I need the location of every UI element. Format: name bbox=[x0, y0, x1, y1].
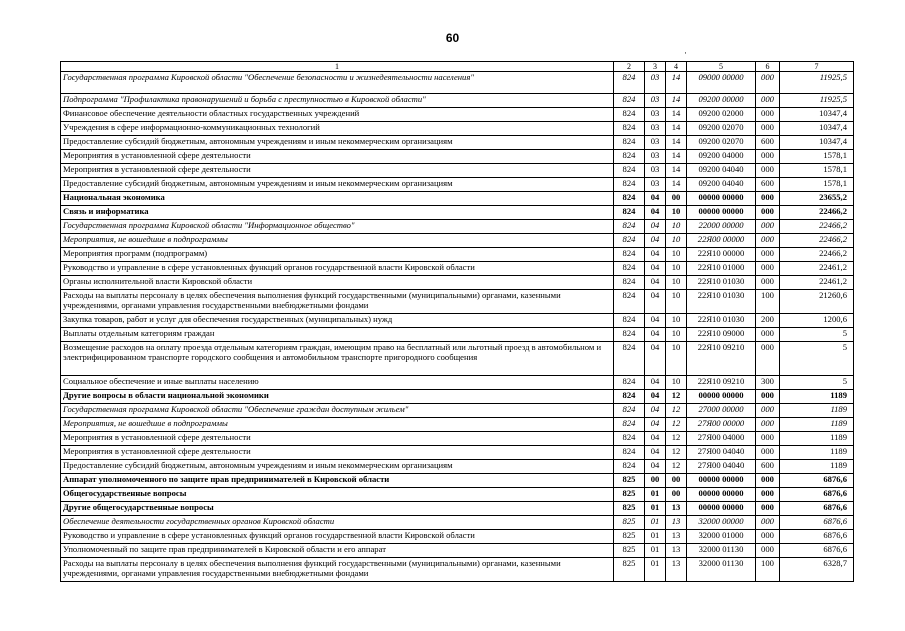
subsection-cell: 14 bbox=[666, 108, 687, 122]
expense-type-cell: 000 bbox=[756, 404, 780, 418]
amount-cell: 6876,6 bbox=[780, 474, 854, 488]
subsection-cell: 10 bbox=[666, 314, 687, 328]
amount-cell: 1189 bbox=[780, 446, 854, 460]
subsection-cell: 14 bbox=[666, 136, 687, 150]
subsection-cell: 12 bbox=[666, 432, 687, 446]
subsection-cell: 13 bbox=[666, 502, 687, 516]
code-cell: 824 bbox=[614, 248, 645, 262]
code-cell: 824 bbox=[614, 178, 645, 192]
expense-type-cell: 000 bbox=[756, 390, 780, 404]
header-cell: 5 bbox=[687, 62, 756, 72]
expense-type-cell: 000 bbox=[756, 122, 780, 136]
amount-cell: 1578,1 bbox=[780, 164, 854, 178]
table-row bbox=[61, 558, 854, 582]
expense-type-cell: 000 bbox=[756, 474, 780, 488]
table-row bbox=[61, 488, 854, 502]
expense-type-cell: 600 bbox=[756, 460, 780, 474]
expense-type-cell: 100 bbox=[756, 290, 780, 314]
item-name-cell: Государственная программа Кировской области "Обеспечение граждан доступным жильем" bbox=[61, 404, 614, 418]
table-row bbox=[61, 446, 854, 460]
amount-cell: 6876,6 bbox=[780, 530, 854, 544]
target-article-cell: 27Я00 04000 bbox=[687, 432, 756, 446]
code-cell: 824 bbox=[614, 328, 645, 342]
amount-cell: 10347,4 bbox=[780, 122, 854, 136]
amount-cell: 6876,6 bbox=[780, 516, 854, 530]
code-cell: 824 bbox=[614, 94, 645, 108]
amount-cell: 6876,6 bbox=[780, 544, 854, 558]
section-cell: 03 bbox=[645, 164, 666, 178]
expense-type-cell: 000 bbox=[756, 342, 780, 376]
section-cell: 03 bbox=[645, 150, 666, 164]
table-row bbox=[61, 474, 854, 488]
subsection-cell: 12 bbox=[666, 390, 687, 404]
code-cell: 824 bbox=[614, 206, 645, 220]
expense-type-cell: 000 bbox=[756, 502, 780, 516]
table-row bbox=[61, 192, 854, 206]
table-row bbox=[61, 432, 854, 446]
section-cell: 04 bbox=[645, 276, 666, 290]
amount-cell: 5 bbox=[780, 376, 854, 390]
expense-type-cell: 000 bbox=[756, 544, 780, 558]
subsection-cell: 10 bbox=[666, 276, 687, 290]
subsection-cell: 10 bbox=[666, 290, 687, 314]
budget-table bbox=[60, 61, 854, 582]
table-row bbox=[61, 376, 854, 390]
header-cell: 4 bbox=[666, 62, 687, 72]
target-article-cell: 27Я00 00000 bbox=[687, 418, 756, 432]
amount-cell: 22461,2 bbox=[780, 262, 854, 276]
item-name-cell: Национальная экономика bbox=[61, 192, 614, 206]
item-name-cell: Предоставление субсидий бюджетным, автономным учреждениям и иным некоммерческим организациям bbox=[61, 136, 614, 150]
item-name-cell: Мероприятия в установленной сфере деятельности bbox=[61, 446, 614, 460]
amount-cell: 5 bbox=[780, 342, 854, 376]
amount-cell: 22466,2 bbox=[780, 234, 854, 248]
subsection-cell: 13 bbox=[666, 530, 687, 544]
code-cell: 824 bbox=[614, 460, 645, 474]
amount-cell: 21260,6 bbox=[780, 290, 854, 314]
item-name-cell: Расходы на выплаты персоналу в целях обеспечения выполнения функций государственными (муниципальными) органами, казенными учреждениями, органами управления государственными внебюджетными фондами bbox=[61, 290, 614, 314]
subsection-cell: 13 bbox=[666, 558, 687, 582]
expense-type-cell: 000 bbox=[756, 192, 780, 206]
expense-type-cell: 000 bbox=[756, 164, 780, 178]
table-row bbox=[61, 314, 854, 328]
item-name-cell: Расходы на выплаты персоналу в целях обеспечения выполнения функций государственными (муниципальными) органами, казенными учреждениями, органами управления государственными внебюджетными фондами bbox=[61, 558, 614, 582]
item-name-cell: Предоставление субсидий бюджетным, автономным учреждениям и иным некоммерческим организациям bbox=[61, 178, 614, 192]
item-name-cell: Другие вопросы в области национальной экономики bbox=[61, 390, 614, 404]
target-article-cell: 09200 04040 bbox=[687, 178, 756, 192]
amount-cell: 6876,6 bbox=[780, 502, 854, 516]
target-article-cell: 22Я10 09210 bbox=[687, 342, 756, 376]
item-name-cell: Предоставление субсидий бюджетным, автономным учреждениям и иным некоммерческим организациям bbox=[61, 460, 614, 474]
subsection-cell: 14 bbox=[666, 178, 687, 192]
item-name-cell: Аппарат уполномоченного по защите прав предпринимателей в Кировской области bbox=[61, 474, 614, 488]
subsection-cell: 14 bbox=[666, 72, 687, 94]
subsection-cell: 13 bbox=[666, 516, 687, 530]
table-row bbox=[61, 220, 854, 234]
subsection-cell: 10 bbox=[666, 342, 687, 376]
expense-type-cell: 000 bbox=[756, 248, 780, 262]
section-cell: 04 bbox=[645, 342, 666, 376]
code-cell: 824 bbox=[614, 72, 645, 94]
section-cell: 04 bbox=[645, 234, 666, 248]
code-cell: 824 bbox=[614, 108, 645, 122]
code-cell: 825 bbox=[614, 516, 645, 530]
item-name-cell: Обеспечение деятельности государственных органов Кировской области bbox=[61, 516, 614, 530]
section-cell: 01 bbox=[645, 530, 666, 544]
section-cell: 03 bbox=[645, 72, 666, 94]
table-row bbox=[61, 108, 854, 122]
subsection-cell: 12 bbox=[666, 418, 687, 432]
code-cell: 824 bbox=[614, 376, 645, 390]
amount-cell: 22461,2 bbox=[780, 276, 854, 290]
subsection-cell: 10 bbox=[666, 220, 687, 234]
subsection-cell: 12 bbox=[666, 460, 687, 474]
amount-cell: 22466,2 bbox=[780, 220, 854, 234]
target-article-cell: 32000 01000 bbox=[687, 530, 756, 544]
expense-type-cell: 000 bbox=[756, 328, 780, 342]
item-name-cell: Мероприятия в установленной сфере деятельности bbox=[61, 164, 614, 178]
subsection-cell: 14 bbox=[666, 94, 687, 108]
target-article-cell: 22Я10 09000 bbox=[687, 328, 756, 342]
expense-type-cell: 000 bbox=[756, 72, 780, 94]
expense-type-cell: 000 bbox=[756, 446, 780, 460]
section-cell: 04 bbox=[645, 404, 666, 418]
subsection-cell: 12 bbox=[666, 446, 687, 460]
section-cell: 03 bbox=[645, 122, 666, 136]
subsection-cell: 14 bbox=[666, 164, 687, 178]
expense-type-cell: 300 bbox=[756, 376, 780, 390]
section-cell: 04 bbox=[645, 192, 666, 206]
expense-type-cell: 000 bbox=[756, 206, 780, 220]
section-cell: 04 bbox=[645, 460, 666, 474]
code-cell: 825 bbox=[614, 488, 645, 502]
item-name-cell: Органы исполнительной власти Кировской области bbox=[61, 276, 614, 290]
header-cell: 3 bbox=[645, 62, 666, 72]
section-cell: 04 bbox=[645, 446, 666, 460]
code-cell: 824 bbox=[614, 390, 645, 404]
item-name-cell: Социальное обеспечение и иные выплаты населению bbox=[61, 376, 614, 390]
item-name-cell: Учреждения в сфере информационно-коммуникационных технологий bbox=[61, 122, 614, 136]
target-article-cell: 09200 02070 bbox=[687, 136, 756, 150]
code-cell: 824 bbox=[614, 342, 645, 376]
amount-cell: 22466,2 bbox=[780, 206, 854, 220]
target-article-cell: 22Я10 01030 bbox=[687, 314, 756, 328]
item-name-cell: Руководство и управление в сфере установленных функций органов государственной власти Кировской области bbox=[61, 262, 614, 276]
target-article-cell: 27Я00 04040 bbox=[687, 446, 756, 460]
expense-type-cell: 000 bbox=[756, 220, 780, 234]
code-cell: 824 bbox=[614, 314, 645, 328]
section-cell: 04 bbox=[645, 206, 666, 220]
code-cell: 824 bbox=[614, 122, 645, 136]
code-cell: 824 bbox=[614, 234, 645, 248]
code-cell: 824 bbox=[614, 446, 645, 460]
target-article-cell: 32000 01130 bbox=[687, 558, 756, 582]
section-cell: 04 bbox=[645, 248, 666, 262]
target-article-cell: 22Я00 00000 bbox=[687, 234, 756, 248]
subsection-cell: 10 bbox=[666, 206, 687, 220]
target-article-cell: 00000 00000 bbox=[687, 390, 756, 404]
table-row bbox=[61, 328, 854, 342]
subsection-cell: 14 bbox=[666, 150, 687, 164]
table-row bbox=[61, 544, 854, 558]
expense-type-cell: 000 bbox=[756, 488, 780, 502]
section-cell: 03 bbox=[645, 94, 666, 108]
amount-cell: 1189 bbox=[780, 418, 854, 432]
item-name-cell: Финансовое обеспечение деятельности областных государственных учреждений bbox=[61, 108, 614, 122]
amount-cell: 1200,6 bbox=[780, 314, 854, 328]
target-article-cell: 27000 00000 bbox=[687, 404, 756, 418]
code-cell: 824 bbox=[614, 150, 645, 164]
target-article-cell: 09200 02070 bbox=[687, 122, 756, 136]
code-cell: 824 bbox=[614, 418, 645, 432]
table-row bbox=[61, 136, 854, 150]
amount-cell: 1189 bbox=[780, 390, 854, 404]
subsection-cell: 10 bbox=[666, 376, 687, 390]
amount-cell: 11925,5 bbox=[780, 72, 854, 94]
section-cell: 04 bbox=[645, 376, 666, 390]
subsection-cell: 10 bbox=[666, 248, 687, 262]
item-name-cell: Возмещение расходов на оплату проезда отдельным категориям граждан, имеющим право на бесплатный или льготный проезд в автомобильном и электрифицированном транспорте городского сообщения и автомобильном транспорте пригородного сообщения bbox=[61, 342, 614, 376]
expense-type-cell: 000 bbox=[756, 530, 780, 544]
table-row bbox=[61, 72, 854, 94]
section-cell: 04 bbox=[645, 328, 666, 342]
table-row bbox=[61, 234, 854, 248]
target-article-cell: 22Я10 01030 bbox=[687, 276, 756, 290]
amount-cell: 23655,2 bbox=[780, 192, 854, 206]
section-cell: 01 bbox=[645, 544, 666, 558]
item-name-cell: Мероприятия, не вошедшие в подпрограммы bbox=[61, 234, 614, 248]
table-row bbox=[61, 94, 854, 108]
code-cell: 825 bbox=[614, 558, 645, 582]
section-cell: 00 bbox=[645, 474, 666, 488]
expense-type-cell: 000 bbox=[756, 150, 780, 164]
table-row bbox=[61, 122, 854, 136]
target-article-cell: 09200 02000 bbox=[687, 108, 756, 122]
amount-cell: 10347,4 bbox=[780, 136, 854, 150]
code-cell: 825 bbox=[614, 530, 645, 544]
section-cell: 04 bbox=[645, 290, 666, 314]
code-cell: 825 bbox=[614, 544, 645, 558]
target-article-cell: 32000 00000 bbox=[687, 516, 756, 530]
header-cell: 2 bbox=[614, 62, 645, 72]
code-cell: 824 bbox=[614, 164, 645, 178]
expense-type-cell: 000 bbox=[756, 108, 780, 122]
target-article-cell: 32000 01130 bbox=[687, 544, 756, 558]
target-article-cell: 09200 04000 bbox=[687, 150, 756, 164]
code-cell: 825 bbox=[614, 474, 645, 488]
table-row bbox=[61, 290, 854, 314]
item-name-cell: Общегосударственные вопросы bbox=[61, 488, 614, 502]
section-cell: 01 bbox=[645, 558, 666, 582]
table-row bbox=[61, 516, 854, 530]
amount-cell: 1578,1 bbox=[780, 178, 854, 192]
expense-type-cell: 000 bbox=[756, 432, 780, 446]
target-article-cell: 22Я10 01000 bbox=[687, 262, 756, 276]
expense-type-cell: 600 bbox=[756, 136, 780, 150]
header-cell: 1 bbox=[61, 62, 614, 72]
table-row bbox=[61, 262, 854, 276]
expense-type-cell: 000 bbox=[756, 94, 780, 108]
section-cell: 04 bbox=[645, 220, 666, 234]
section-cell: 04 bbox=[645, 418, 666, 432]
target-article-cell: 09000 00000 bbox=[687, 72, 756, 94]
page-number: 60 bbox=[445, 31, 460, 45]
expense-type-cell: 200 bbox=[756, 314, 780, 328]
code-cell: 825 bbox=[614, 502, 645, 516]
amount-cell: 1189 bbox=[780, 404, 854, 418]
amount-cell: 10347,4 bbox=[780, 108, 854, 122]
section-cell: 04 bbox=[645, 432, 666, 446]
expense-type-cell: 000 bbox=[756, 516, 780, 530]
subsection-cell: 14 bbox=[666, 122, 687, 136]
expense-type-cell: 000 bbox=[756, 276, 780, 290]
code-cell: 824 bbox=[614, 136, 645, 150]
section-cell: 03 bbox=[645, 136, 666, 150]
item-name-cell: Подпрограмма "Профилактика правонарушений и борьба с преступностью в Кировской области" bbox=[61, 94, 614, 108]
item-name-cell: Мероприятия, не вошедшие в подпрограммы bbox=[61, 418, 614, 432]
target-article-cell: 09200 04040 bbox=[687, 164, 756, 178]
target-article-cell: 00000 00000 bbox=[687, 206, 756, 220]
table-row bbox=[61, 530, 854, 544]
subsection-cell: 12 bbox=[666, 404, 687, 418]
item-name-cell: Руководство и управление в сфере установленных функций органов государственной власти Кировской области bbox=[61, 530, 614, 544]
target-article-cell: 22Я10 09210 bbox=[687, 376, 756, 390]
expense-type-cell: 000 bbox=[756, 418, 780, 432]
expense-type-cell: 000 bbox=[756, 234, 780, 248]
subsection-cell: 10 bbox=[666, 234, 687, 248]
amount-cell: 6876,6 bbox=[780, 488, 854, 502]
code-cell: 824 bbox=[614, 290, 645, 314]
table-row bbox=[61, 178, 854, 192]
amount-cell: 11925,5 bbox=[780, 94, 854, 108]
table-row bbox=[61, 418, 854, 432]
table-row bbox=[61, 342, 854, 376]
item-name-cell: Уполномоченный по защите прав предпринимателей в Кировской области и его аппарат bbox=[61, 544, 614, 558]
item-name-cell: Связь и информатика bbox=[61, 206, 614, 220]
section-cell: 03 bbox=[645, 108, 666, 122]
section-cell: 04 bbox=[645, 262, 666, 276]
expense-type-cell: 000 bbox=[756, 262, 780, 276]
item-name-cell: Другие общегосударственные вопросы bbox=[61, 502, 614, 516]
table-row bbox=[61, 502, 854, 516]
amount-cell: 1189 bbox=[780, 460, 854, 474]
item-name-cell: Закупка товаров, работ и услуг для обеспечения государственных (муниципальных) нужд bbox=[61, 314, 614, 328]
item-name-cell: Мероприятия в установленной сфере деятельности bbox=[61, 432, 614, 446]
amount-cell: 1578,1 bbox=[780, 150, 854, 164]
code-cell: 824 bbox=[614, 220, 645, 234]
header-cell: 6 bbox=[756, 62, 780, 72]
item-name-cell: Государственная программа Кировской области "Обеспечение безопасности и жизнедеятельности населения" bbox=[61, 72, 614, 94]
code-cell: 824 bbox=[614, 404, 645, 418]
subsection-cell: 10 bbox=[666, 328, 687, 342]
target-article-cell: 00000 00000 bbox=[687, 502, 756, 516]
subsection-cell: 00 bbox=[666, 192, 687, 206]
subsection-cell: 00 bbox=[666, 474, 687, 488]
item-name-cell: Выплаты отдельным категориям граждан bbox=[61, 328, 614, 342]
code-cell: 824 bbox=[614, 276, 645, 290]
expense-type-cell: 600 bbox=[756, 178, 780, 192]
target-article-cell: 00000 00000 bbox=[687, 474, 756, 488]
target-article-cell: 22000 00000 bbox=[687, 220, 756, 234]
target-article-cell: 27Я00 04040 bbox=[687, 460, 756, 474]
subsection-cell: 10 bbox=[666, 262, 687, 276]
table-row bbox=[61, 404, 854, 418]
table-row bbox=[61, 390, 854, 404]
section-cell: 01 bbox=[645, 502, 666, 516]
page-mark: · bbox=[684, 48, 687, 58]
table-row bbox=[61, 460, 854, 474]
subsection-cell: 13 bbox=[666, 544, 687, 558]
code-cell: 824 bbox=[614, 262, 645, 276]
amount-cell: 22466,2 bbox=[780, 248, 854, 262]
target-article-cell: 00000 00000 bbox=[687, 488, 756, 502]
header-cell: 7 bbox=[780, 62, 854, 72]
target-article-cell: 00000 00000 bbox=[687, 192, 756, 206]
table-row bbox=[61, 206, 854, 220]
amount-cell: 6328,7 bbox=[780, 558, 854, 582]
section-cell: 04 bbox=[645, 314, 666, 328]
target-article-cell: 09200 00000 bbox=[687, 94, 756, 108]
section-cell: 03 bbox=[645, 178, 666, 192]
item-name-cell: Мероприятия в установленной сфере деятельности bbox=[61, 150, 614, 164]
table-row bbox=[61, 164, 854, 178]
section-cell: 04 bbox=[645, 390, 666, 404]
expense-type-cell: 100 bbox=[756, 558, 780, 582]
section-cell: 01 bbox=[645, 488, 666, 502]
section-cell: 01 bbox=[645, 516, 666, 530]
table-row bbox=[61, 276, 854, 290]
table-row bbox=[61, 150, 854, 164]
header-row bbox=[61, 62, 854, 72]
item-name-cell: Мероприятия программ (подпрограмм) bbox=[61, 248, 614, 262]
code-cell: 824 bbox=[614, 192, 645, 206]
subsection-cell: 00 bbox=[666, 488, 687, 502]
amount-cell: 5 bbox=[780, 328, 854, 342]
target-article-cell: 22Я10 01030 bbox=[687, 290, 756, 314]
table-row bbox=[61, 248, 854, 262]
code-cell: 824 bbox=[614, 432, 645, 446]
target-article-cell: 22Я10 00000 bbox=[687, 248, 756, 262]
item-name-cell: Государственная программа Кировской области "Информационное общество" bbox=[61, 220, 614, 234]
amount-cell: 1189 bbox=[780, 432, 854, 446]
